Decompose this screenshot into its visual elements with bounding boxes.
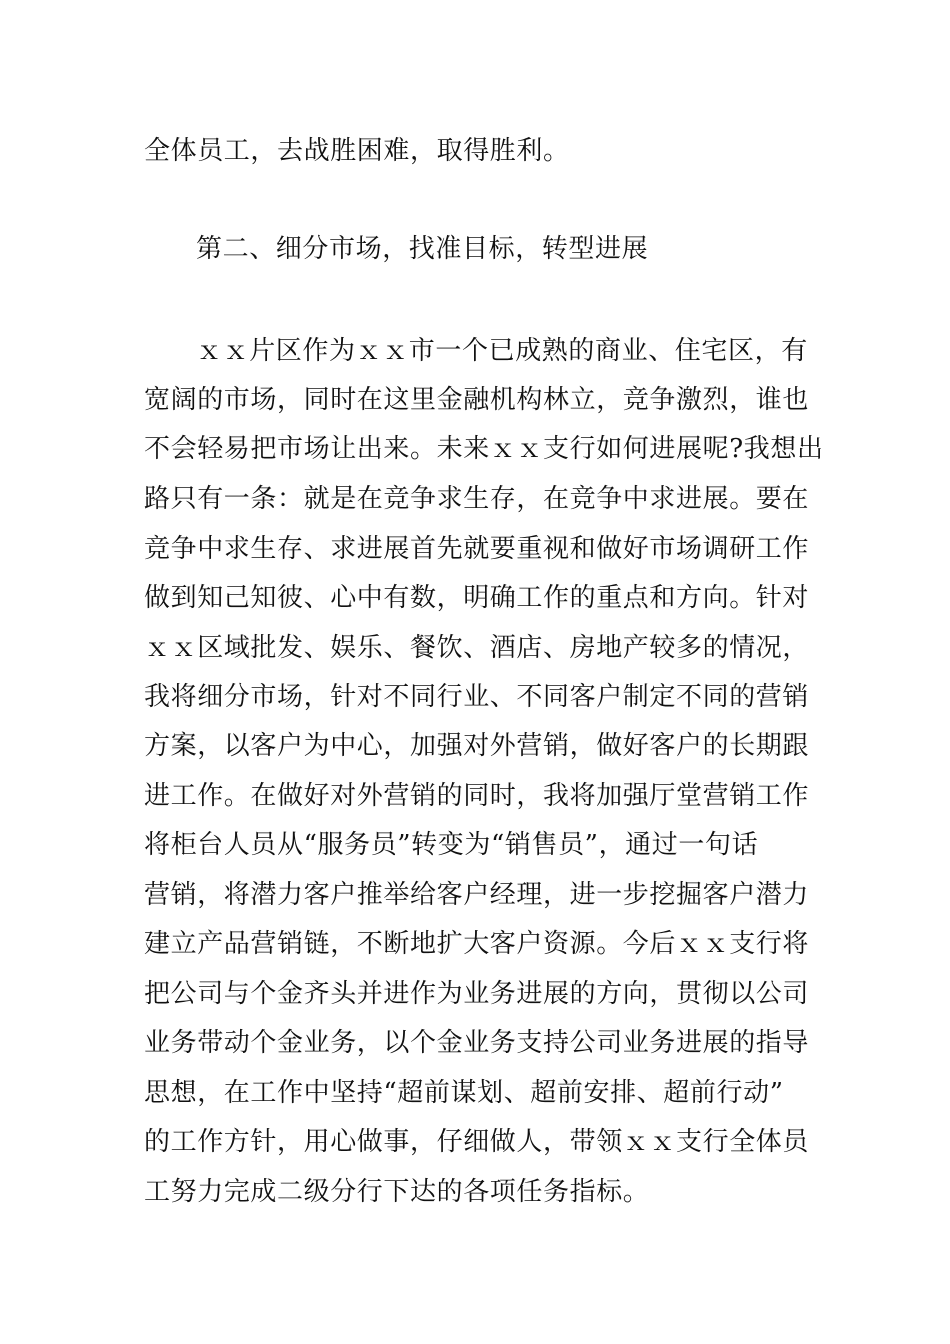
paragraph-line: 全体员工，去战胜困难，取得胜利。 [144,136,570,166]
paragraph-line: 路只有一条：就是在竞争求生存，在竞争中求进展。要在 [144,484,810,514]
paragraph-line: 不会轻易把市场让出来。未来ｘｘ支行如何进展呢?我想出 [144,434,824,464]
paragraph-line: 方案，以客户为中心，加强对外营销，做好客户的长期跟 [144,731,810,761]
paragraph-line: 业务带动个金业务，以个金业务支持公司业务进展的指导 [144,1028,810,1058]
paragraph-line: ｘｘ区域批发、娱乐、餐饮、酒店、房地产较多的情况， [144,633,810,663]
paragraph-line: 进工作。在做好对外营销的同时，我将加强厅堂营销工作 [144,781,810,811]
paragraph-line: 营销，将潜力客户推举给客户经理，进一步挖掘客户潜力 [144,880,810,910]
section-heading: 第二、细分市场，找准目标，转型进展 [196,234,649,264]
paragraph-line: ｘｘ片区作为ｘｘ市一个已成熟的商业、住宅区，有 [196,336,808,366]
paragraph-line: 将柜台人员从“服务员”转变为“销售员”，通过一句话 [144,830,759,860]
paragraph-line: 工努力完成二级分行下达的各项任务指标。 [144,1177,650,1207]
paragraph-line: 竞争中求生存、求进展首先就要重视和做好市场调研工作 [144,534,810,564]
paragraph-line: 思想，在工作中坚持“超前谋划、超前安排、超前行动” [144,1078,784,1108]
paragraph-line: 建立产品营销链，不断地扩大客户资源。今后ｘｘ支行将 [144,929,810,959]
paragraph-line: 做到知己知彼、心中有数，明确工作的重点和方向。针对 [144,583,810,613]
paragraph-line: 的工作方针，用心做事，仔细做人，带领ｘｘ支行全体员 [144,1127,810,1157]
paragraph-line: 宽阔的市场，同时在这里金融机构林立，竞争激烈，谁也 [144,385,810,415]
paragraph-line: 把公司与个金齐头并进作为业务进展的方向，贯彻以公司 [144,979,810,1009]
paragraph-line: 我将细分市场，针对不同行业、不同客户制定不同的营销 [144,682,810,712]
